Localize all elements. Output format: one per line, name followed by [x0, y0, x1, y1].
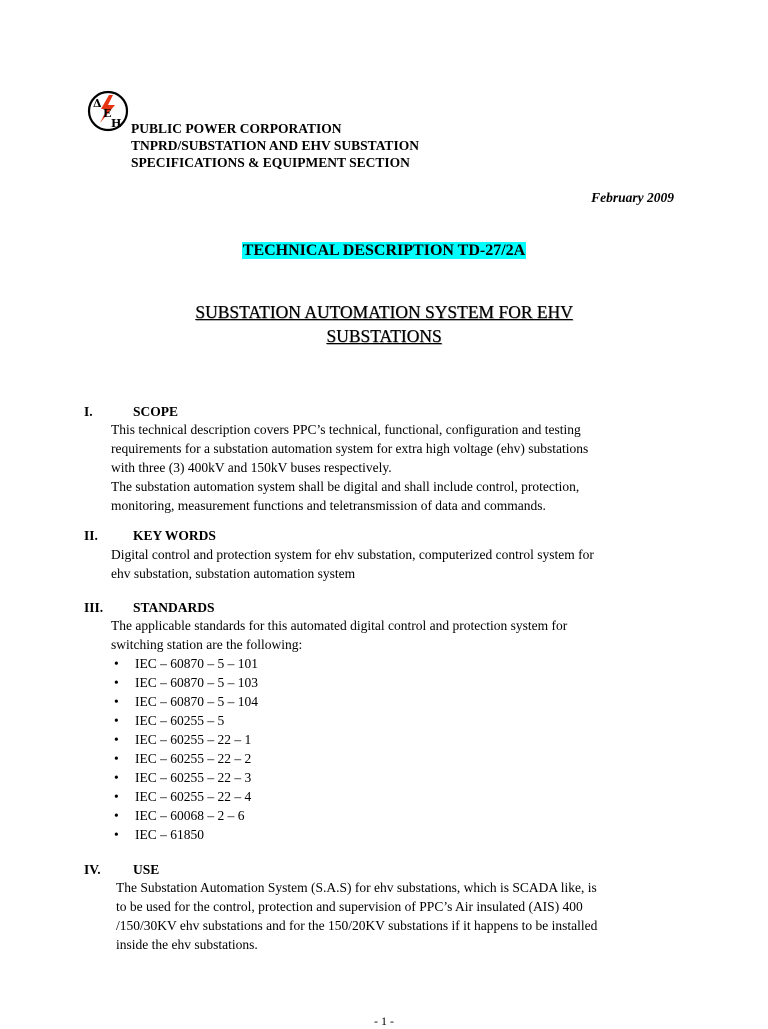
paragraph-line: /150/30KV ehv substations and for the 150/20KV substations if it happens to be installed	[116, 918, 598, 933]
section-heading-use	[84, 862, 159, 878]
ppc-logo	[87, 90, 129, 132]
paragraph-line: inside the ehv substations.	[116, 937, 258, 952]
use-paragraph	[116, 878, 682, 954]
page-number: - 1 -	[374, 1014, 394, 1028]
list-item: • IEC – 60068 – 2 – 6	[111, 806, 258, 825]
section-heading-key-words	[84, 528, 216, 544]
section-title: USE	[133, 862, 160, 877]
paragraph-line: with three (3) 400kV and 150kV buses respectively.	[111, 460, 392, 475]
logo-letter-delta: Δ	[93, 97, 102, 110]
section-number: I.	[84, 404, 93, 419]
standards-list	[111, 654, 258, 844]
paragraph-line: ehv substation, substation automation system	[111, 566, 356, 581]
paragraph-line: monitoring, measurement functions and teletransmission of data and commands.	[111, 498, 546, 513]
list-item: • IEC – 61850	[111, 825, 258, 844]
list-item: • IEC – 60255 – 5	[111, 711, 258, 730]
technical-description-title	[0, 242, 768, 260]
list-item: • IEC – 60255 – 22 – 3	[111, 768, 258, 787]
list-item: • IEC – 60255 – 22 – 2	[111, 749, 258, 768]
org-line-2: TNPRD/SUBSTATION AND EHV SUBSTATION	[131, 138, 419, 153]
section-title: STANDARDS	[133, 600, 215, 615]
paragraph-line: to be used for the control, protection and supervision of PPC’s Air insulated (AIS) 400	[116, 899, 583, 914]
main-title-line-1: SUBSTATION AUTOMATION SYSTEM FOR EHV	[195, 302, 573, 322]
section-title: KEY WORDS	[133, 528, 216, 543]
section-number: IV.	[84, 862, 101, 877]
section-heading-scope	[84, 404, 178, 420]
org-line-3: SPECIFICATIONS & EQUIPMENT SECTION	[131, 155, 410, 170]
section-heading-standards	[84, 600, 215, 616]
section-number: II.	[84, 528, 98, 543]
paragraph-line: Digital control and protection system for ehv substation, computerized control system for	[111, 547, 594, 562]
organization-header	[131, 120, 419, 171]
paragraph-line: The Substation Automation System (S.A.S) for ehv substations, which is SCADA like, is	[116, 880, 597, 895]
paragraph-line: requirements for a substation automation system for extra high voltage (ehv) substations	[111, 441, 589, 456]
paragraph-line: This technical description covers PPC’s technical, functional, configuration and testing	[111, 422, 581, 437]
list-item: • IEC – 60255 – 22 – 4	[111, 787, 258, 806]
main-title-line-2: SUBSTATIONS	[326, 326, 442, 346]
list-item: • IEC – 60870 – 5 – 103	[111, 673, 258, 692]
list-item: • IEC – 60870 – 5 – 101	[111, 654, 258, 673]
list-item: • IEC – 60870 – 5 – 104	[111, 692, 258, 711]
standards-paragraph	[111, 616, 681, 654]
org-line-1: PUBLIC POWER CORPORATION	[131, 121, 342, 136]
paragraph-line: The substation automation system shall be digital and shall include control, protection,	[111, 479, 580, 494]
list-item: • IEC – 60255 – 22 – 1	[111, 730, 258, 749]
logo-letter-epsilon: Ε	[103, 107, 112, 120]
paragraph-line: switching station are the following:	[111, 637, 303, 652]
logo-letter-eta: Η	[111, 117, 122, 130]
scope-paragraph	[111, 420, 681, 515]
paragraph-line: The applicable standards for this automated digital control and protection system for	[111, 618, 568, 633]
key-words-paragraph	[111, 545, 681, 583]
main-title	[100, 300, 668, 348]
document-date: February 2009	[591, 190, 674, 205]
td-title-text: TECHNICAL DESCRIPTION TD-27/2A	[242, 242, 526, 259]
section-number: III.	[84, 600, 104, 615]
section-title: SCOPE	[133, 404, 179, 419]
